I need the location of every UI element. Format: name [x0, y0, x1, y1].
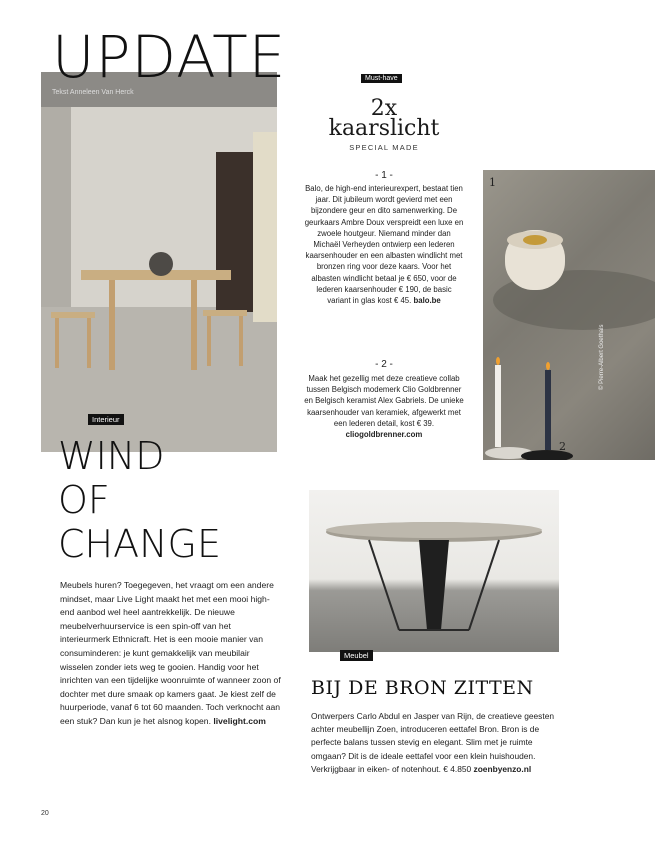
interior-photo-illustration: [41, 72, 277, 452]
candle-photo-illustration: [483, 170, 655, 460]
interior-article-body: [60, 579, 282, 729]
balo-link[interactable]: balo.be: [413, 296, 441, 306]
item-2-text: Maak het gezellig met deze creatieve collab tussen Belgisch modemerk Clio Goldbrenner en Belgisch keramist Alex Gabriels. De unieke kaarsenhouder van keramiek, afgewerkt met een lederen detail, kost € 39.: [304, 374, 464, 428]
page-number: 20: [41, 810, 49, 817]
interior-headline: [58, 434, 221, 566]
table-photo-illustration: [309, 490, 559, 652]
zoenbyenzo-link[interactable]: zoenbyenzo.nl: [473, 763, 532, 774]
musthave-subtitle: SPECIAL MADE: [349, 143, 419, 152]
item-1-text: Balo, de high-end interieurexpert, bestaat tien jaar. Dit jubileum wordt gevierd met een bijzondere geur en dito samenwerking. De geurkaars Ambre Doux verspreidt een luxe en zwoele houtgeur. Niemand minder dan Michaël Verheyden ontwierp een lederen kaarsenhouder en een albasten windlicht met bronzen ring voor deze kaars. Voor het albasten windlicht betaal je € 650, voor de lederen kaarsenhouder € 190, de basic variant in glas kost € 45.: [304, 184, 464, 306]
author-credit: Tekst Anneleen Van Herck: [52, 89, 134, 96]
interior-photo: [41, 72, 277, 452]
photo-label-2: 2: [559, 440, 566, 453]
headline-line-3: CHANGE: [58, 522, 221, 566]
meubel-tag: Meubel: [340, 650, 373, 661]
musthave-headline: [304, 96, 464, 141]
item-1-description: [304, 183, 464, 306]
meubel-article-body: [311, 710, 561, 776]
headline-line-1: WIND: [58, 434, 165, 478]
musthave-badge: Must-have: [361, 74, 402, 83]
item-1-number: - 1 -: [375, 170, 393, 181]
photo-label-1: 1: [489, 176, 496, 189]
cliogoldbrenner-link[interactable]: cliogoldbrenner.com: [345, 430, 423, 440]
interior-tag: Interieur: [88, 414, 124, 425]
meubel-article-text: Ontwerpers Carlo Abdul en Jasper van Rijn, de creatieve geesten achter meubellijn Zoen, introduceren eettafel Bron. Bron is de perfecte balans tussen stevig en elegant. Slim met je ruimte omgaan? Dit is de ideale eettafel voor een klein huishouden. Verkrijgbaar in eiken- of notenhout. € 4.850: [311, 711, 555, 774]
interior-article-text: Meubels huren? Toegegeven, het vraagt om een andere mindset, maar Live Light maakt het met een mooi high-end aanbod wel heel aantrekkelijk. De nieuwe meubelverhuurservice is een spin-off van het interieurmerk Ethnicraft. Het is een mooie manier van consuminderen: je kunt gemakkelijk van meubilair wisselen zonder iets weg te gooien. Handig voor het inrichten van een tijdelijke woonruimte of wanneer zoon of dochter met dure smaak op kamers gaat. Je kiest zelf de huurperiode, vanaf 6 tot 60 maanden. Toch verknocht aan een stuk? Dan kun je het alsnog kopen.: [60, 580, 281, 726]
photo-credit: © Pierre-Albert Goethals: [599, 324, 605, 390]
candle-photo: [483, 170, 655, 460]
headline-count: 2x: [370, 96, 398, 121]
livelight-link[interactable]: livelight.com: [213, 715, 266, 726]
item-2-number: - 2 -: [375, 359, 393, 370]
item-2-description: [304, 373, 464, 440]
headline-word: kaarslicht: [328, 116, 440, 141]
page-title: UPDATE: [52, 23, 287, 91]
headline-line-2: OF: [58, 478, 110, 522]
meubel-headline: BIJ DE BRON ZITTEN: [311, 677, 534, 699]
table-photo: [309, 490, 559, 652]
